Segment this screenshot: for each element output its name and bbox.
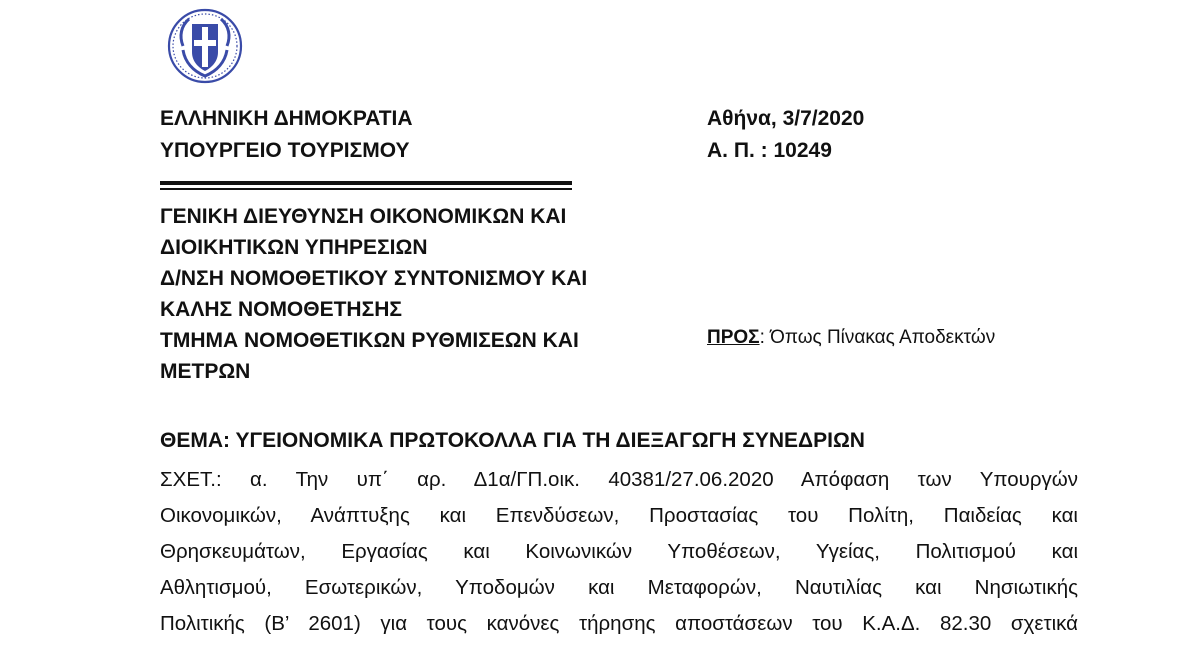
department-line: Δ/ΝΣΗ ΝΟΜΟΘΕΤΙΚΟΥ ΣΥΝΤΟΝΙΣΜΟΥ ΚΑΙ — [160, 267, 588, 290]
greek-coat-of-arms-icon — [165, 6, 245, 86]
body-line: Αθλητισμού, Εσωτερικών, Υποδομών και Μεταφορών, Ναυτιλίας και Νησιωτικής — [160, 576, 1078, 599]
header-divider-thin — [160, 188, 572, 190]
department-line: ΔΙΟΙΚΗΤΙΚΩΝ ΥΠΗΡΕΣΙΩΝ — [160, 236, 428, 259]
department-line: ΜΕΤΡΩΝ — [160, 360, 251, 383]
department-line: ΚΑΛΗΣ ΝΟΜΟΘΕΤΗΣΗΣ — [160, 298, 402, 321]
body-line: ΣΧΕΤ.: α. Την υπ΄ αρ. Δ1α/ΓΠ.οικ. 40381/27.06.2020 Απόφαση των Υπουργών — [160, 468, 1078, 491]
place-and-date: Αθήνα, 3/7/2020 — [707, 107, 865, 130]
issuing-authority — [160, 103, 413, 167]
recipient-separator: : — [759, 327, 771, 348]
recipient-value: Όπως Πίνακας Αποδεκτών — [770, 327, 996, 348]
department-line: ΓΕΝΙΚΗ ΔΙΕΥΘΥΝΣΗ ΟΙΚΟΝΟΜΙΚΩΝ ΚΑΙ — [160, 205, 567, 228]
document-reference — [707, 103, 864, 167]
country-name: ΕΛΛΗΝΙΚΗ ΔΗΜΟΚΡΑΤΙΑ — [160, 107, 413, 130]
header-divider-thick — [160, 181, 572, 185]
department-block — [160, 201, 587, 387]
recipient-line — [707, 324, 995, 352]
department-line: ΤΜΗΜΑ ΝΟΜΟΘΕΤΙΚΩΝ ΡΥΘΜΙΣΕΩΝ ΚΑΙ — [160, 329, 579, 352]
protocol-number: Α. Π. : 10249 — [707, 139, 832, 162]
document-body — [160, 462, 1078, 642]
recipient-label: ΠΡΟΣ — [707, 327, 760, 348]
body-line: Πολιτικής (Β’ 2601) για τους κανόνες τήρησης αποστάσεων του Κ.Α.Δ. 82.30 σχετικά — [160, 612, 1078, 635]
document-subject: ΘΕΜΑ: ΥΓΕΙΟΝΟΜΙΚΑ ΠΡΩΤΟΚΟΛΛΑ ΓΙΑ ΤΗ ΔΙΕΞΑΓΩΓΗ ΣΥΝΕΔΡΙΩΝ — [160, 429, 865, 452]
body-line: Θρησκευμάτων, Εργασίας και Κοινωνικών Υποθέσεων, Υγείας, Πολιτισμού και — [160, 540, 1078, 563]
body-line: Οικονομικών, Ανάπτυξης και Επενδύσεων, Προστασίας του Πολίτη, Παιδείας και — [160, 504, 1078, 527]
ministry-name: ΥΠΟΥΡΓΕΙΟ ΤΟΥΡΙΣΜΟΥ — [160, 139, 410, 162]
